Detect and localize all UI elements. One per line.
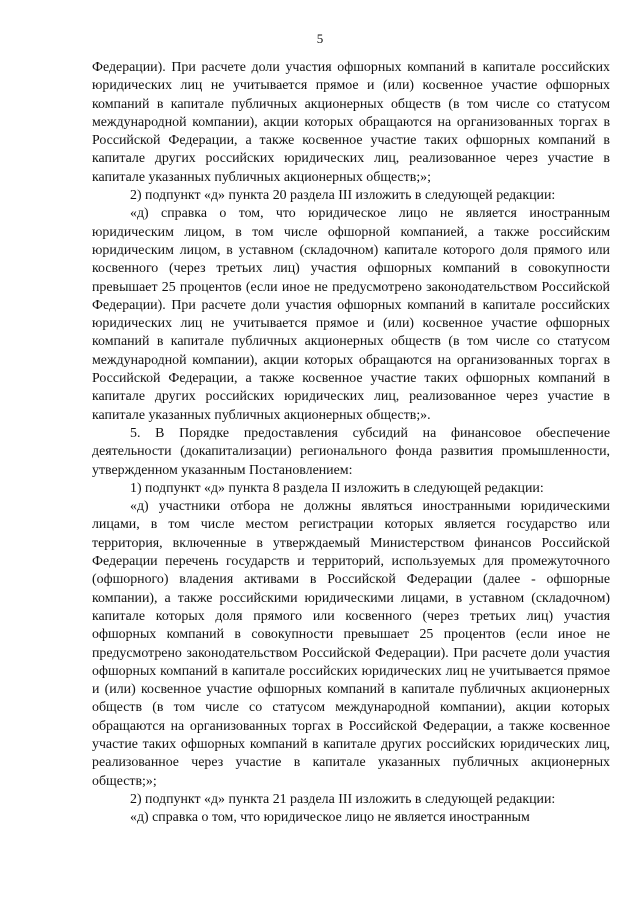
page-number: 5 [316,31,324,46]
paragraph: 5. В Порядке предоставления субсидий на финансовое обеспечение деятельности (докапитализации) регионального фонда развития промышленности, утвержденном указанным Постановлением: [92,425,610,478]
paragraph: «д) справка о том, что юридическое лицо не является иностранным [130,810,530,826]
paragraph: 1) подпункт «д» пункта 8 раздела II изложить в следующей редакции: [130,480,544,496]
document-body [92,59,610,827]
paragraph: 2) подпункт «д» пункта 21 раздела III изложить в следующей редакции: [130,791,556,807]
paragraph: «д) участники отбора не должны являться иностранными юридическими лицами, в том числе местом регистрации которых является государство или территория, включенные в утверждаемый Министерством финансов Российской Федерации перечень государств и территорий, используемых для промежуточного (офшорного) владения активами в Российской Федерации (далее - офшорные компании), а также российскими юридическими лицами, в уставном (складочном) капитале которых доля прямого или косвенного (через третьих лиц) участия офшорных компаний в совокупности превышает 25 процентов (если иное не предусмотрено законодательством Российской Федерации). При расчете доли участия офшорных компаний в капитале российских юридических лиц не учитывается прямое и (или) косвенное участие офшорных компаний в капитале публичных акционерных обществ (в том числе со статусом международной компании), акции которых обращаются на организованных торгах в Российской Федерации, а также косвенное участие таких офшорных компаний в капитале других российских юридических лиц, реализованное через участие в капитале указанных публичных акционерных обществ;»; [92,499,610,789]
paragraph: «д) справка о том, что юридическое лицо не является иностранным юридическим лицом, в том числе офшорной компанией, а также российским юридическим лицом, в уставном (складочном) капитале которого доля прямого или косвенного (через третьих лиц) участия офшорных компаний в совокупности превышает 25 процентов (если иное не предусмотрено законодательством Российской Федерации). При расчете доли участия офшорных компаний в капитале российских юридических лиц не учитывается прямое и (или) косвенное участие офшорных компаний в капитале публичных акционерных обществ (в том числе со статусом международной компании), акции которых обращаются на организованных торгах в Российской Федерации, а также косвенное участие таких офшорных компаний в капитале других российских юридических лиц, реализованное через участие в капитале указанных публичных акционерных обществ;». [92,206,610,423]
paragraph: Федерации). При расчете доли участия офшорных компаний в капитале российских юридических лиц не учитывается прямое и (или) косвенное участие офшорных компаний в капитале публичных акционерных обществ (в том числе со статусом международной компании), акции которых обращаются на организованных торгах в Российской Федерации, а также косвенное участие таких офшорных компаний в капитале других российских юридических лиц, реализованное через участие в капитале указанных публичных акционерных обществ;»; [92,60,610,185]
paragraph: 2) подпункт «д» пункта 20 раздела III изложить в следующей редакции: [130,188,556,204]
